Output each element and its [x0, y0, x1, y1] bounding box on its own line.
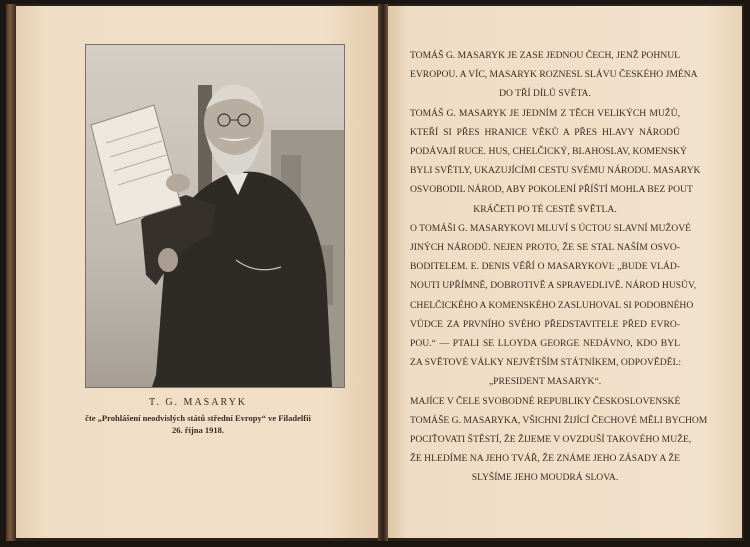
- book-edge-left: [6, 4, 16, 541]
- text-line: ŽE HLEDÍME NA JEHO TVÁŘ, ŽE ZNÁME JEHO ZÁSADY A ŽE: [410, 453, 680, 465]
- caption-name: T. G. MASARYK: [148, 397, 248, 408]
- text-line: BYLI SVĚTLY, UKAZUJÍCÍMI CESTU SVÉMU NÁRODU. MASARYK: [410, 165, 701, 177]
- text-line: TOMÁŠ G. MASARYK JE JEDNÍM Z TĚCH VELIKÝCH MUŽŮ,: [410, 107, 680, 119]
- text-line: DO TŘÍ DÍLŮ SVĚTA.: [499, 88, 591, 100]
- text-line: JINÝCH NÁRODŮ. NEJEN PROTO, ŽE SE STAL NAŠÍM OSVO-: [410, 242, 680, 254]
- text-line: KRÁČETI PO TÉ CESTĚ SVĚTLA.: [473, 203, 617, 215]
- text-line: TOMÁŠE G. MASARYKA, VŠICHNI ŽIJÍCÍ ČECHOVÉ MĚLI BYCHOM: [410, 414, 708, 426]
- book-gutter: [378, 4, 388, 541]
- portrait-illustration: [86, 45, 344, 387]
- text-line: MAJÍCE V ČELE SVOBODNÉ REPUBLIKY ČESKOSLOVENSKÉ: [410, 395, 681, 407]
- text-line: PODÁVAJÍ RUCE. HUS, CHELČICKÝ, BLAHOSLAV, KOMENSKÝ: [410, 146, 687, 158]
- caption-line-2: 26. října 1918.: [172, 425, 224, 435]
- text-line: KTEŘÍ SI PŘES HRANICE VĚKŮ A PŘES HLAVY NÁRODŮ: [410, 126, 680, 138]
- main-text: [410, 46, 708, 488]
- text-line: O TOMÁŠI G. MASARYKOVI MLUVÍ S ÚCTOU SLAVNÍ MUŽOVÉ: [410, 222, 691, 234]
- portrait-photo: [85, 44, 345, 388]
- text-line: POCIŤOVATI ŠTĚSTÍ, ŽE ŽIJEME V OVZDUŠÍ TAKOVÉHO MUŽE,: [410, 434, 692, 446]
- text-line: BODITELEM. E. DENIS VĚŘÍ O MASARYKOVI: „BUDE VLÁD-: [410, 261, 680, 273]
- text-line: ZA SVĚTOVÉ VÁLKY NEJVĚTŠÍM STÁTNÍKEM, ODPOVĚDĚL:: [410, 357, 682, 369]
- caption-line-1: čte „Prohlášení neodvislých států střední Evropy“ ve Filadelfii: [85, 413, 311, 423]
- text-line: OSVOBODIL NÁROD, ABY POKOLENÍ PŘÍŠTÍ MOHLA BEZ POUT: [410, 184, 693, 196]
- text-line: TOMÁŠ G. MASARYK JE ZASE JEDNOU ČECH, JENŽ POHNUL: [410, 50, 680, 61]
- text-line: CHELČICKÉHO A KOMENSKÉHO ZASLUHOVAL SI PODOBNÉHO: [410, 299, 694, 311]
- text-line: NOUTI UPŘÍMNĚ, DOBROTIVĚ A SPRAVEDLIVĚ. NÁROD HUSŮV,: [410, 280, 697, 292]
- text-line: „PRESIDENT MASARYK“.: [488, 376, 602, 388]
- text-line: SLYŠÍME JEHO MOUDRÁ SLOVA.: [471, 472, 619, 484]
- text-line: EVROPOU. A VÍC, MASARYK ROZNESL SLÁVU ČESKÉHO JMÉNA: [410, 69, 698, 81]
- text-line: POU.“ — PTALI SE LLOYDA GEORGE NEDÁVNO, KDO BYL: [410, 338, 680, 350]
- text-line: VŮDCE ZA PRVNÍHO SVÉHO PŘEDSTAVITELE PŘED EVRO-: [410, 318, 680, 330]
